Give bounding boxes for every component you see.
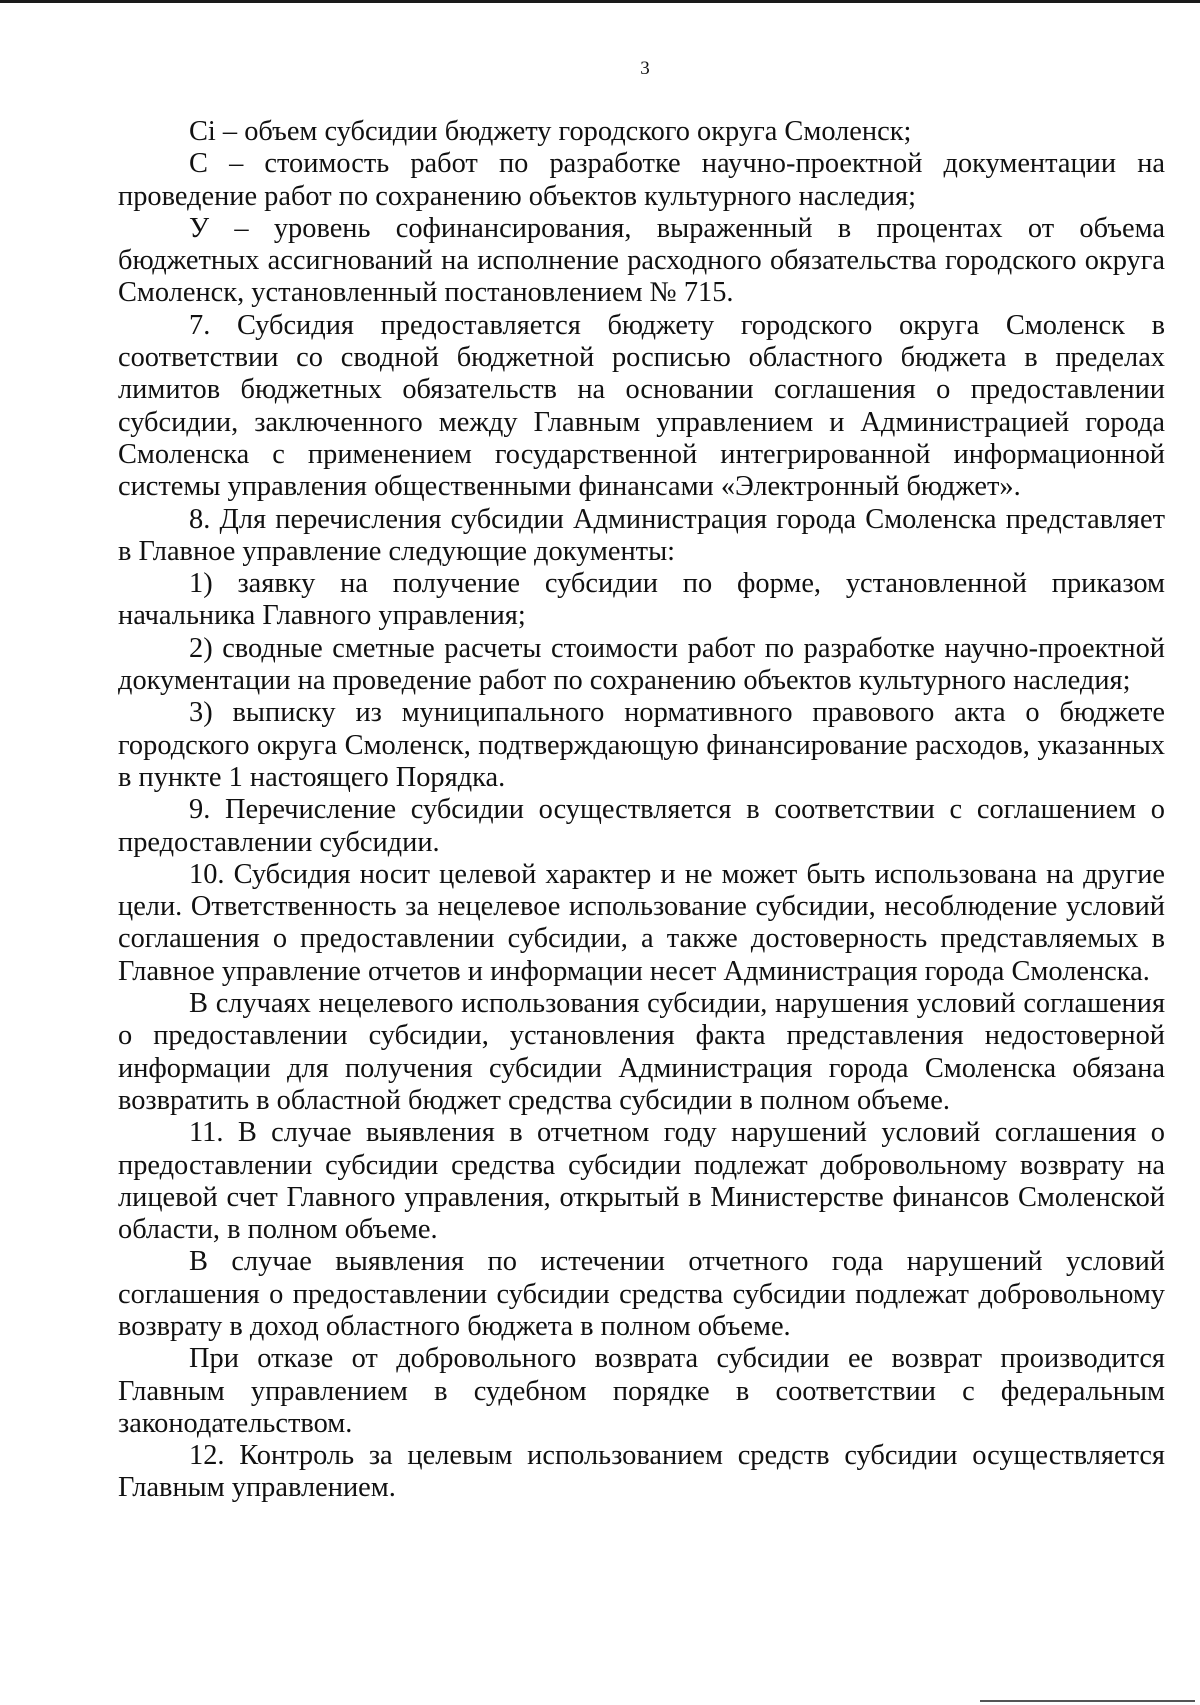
paragraph-c-definition: С – стоимость работ по разработке научно-проектной документации на проведение работ по сохранению объектов культурного наследия; (118, 148, 1165, 212)
paragraph-item-11-after-year: В случае выявления по истечении отчетного года нарушений условий соглашения о предоставлении субсидии средства субсидии подлежат добровольному возврату в доход областного бюджета в полном объеме. (118, 1246, 1165, 1342)
paragraph-item-8: 8. Для перечисления субсидии Администрация города Смоленска представляет в Главное управление следующие документы: (118, 503, 1165, 567)
paragraph-subitem-1: 1) заявку на получение субсидии по форме, установленной приказом начальника Главного управления; (118, 568, 1165, 632)
paragraph-item-10-refund: В случаях нецелевого использования субсидии, нарушения условий соглашения о предоставлении субсидии, установления факта представления недостоверной информации для получения субсидии Администрация города Смоленска обязана возвратить в областной бюджет средства субсидии в полном объеме. (118, 988, 1165, 1116)
paragraph-ci-definition: Ci – объем субсидии бюджету городского округа Смоленск; (189, 116, 912, 147)
paragraph-item-9: 9. Перечисление субсидии осуществляется в соответствии с соглашением о предоставлении субсидии. (118, 794, 1165, 858)
paragraph-item-12: 12. Контроль за целевым использованием средств субсидии осуществляется Главным управлением. (118, 1440, 1165, 1504)
paragraph-item-11: 11. В случае выявления в отчетном году нарушений условий соглашения о предоставлении субсидии средства субсидии подлежат добровольному возврату на лицевой счет Главного управления, открытый в Министерстве финансов Смоленской области, в полном объеме. (118, 1117, 1165, 1246)
document-body (118, 116, 1165, 1505)
paragraph-subitem-3: 3) выписку из муниципального нормативного правового акта о бюджете городского округа Смоленск, подтверждающую финансирование расходов, указанных в пункте 1 настоящего Порядка. (118, 697, 1165, 793)
paragraph-item-10: 10. Субсидия носит целевой характер и не может быть использована на другие цели. Ответственность за нецелевое использование субсидии, несоблюдение условий соглашения о предоставлении субсидии, а также достоверность представляемых в Главное управление отчетов и информации несет Администрация города Смоленска. (118, 858, 1165, 987)
page-number: 3 (640, 58, 650, 79)
paragraph-subitem-2: 2) сводные сметные расчеты стоимости работ по разработке научно-проектной документации на проведение работ по сохранению объектов культурного наследия; (118, 632, 1165, 697)
scan-edge-bottom (980, 1700, 1195, 1702)
paragraph-item-11-court: При отказе от добровольного возврата субсидии ее возврат производится Главным управлением в судебном порядке в соответствии с федеральным законодательством. (118, 1343, 1165, 1439)
paragraph-item-7: 7. Субсидия предоставляется бюджету городского округа Смоленск в соответствии со сводной бюджетной росписью областного бюджета в пределах лимитов бюджетных обязательств на основании соглашения о предоставлении субсидии, заключенного между Главным управлением и Администрацией города Смоленска с применением государственной интегрированной информационной системы управления общественными финансами «Электронный бюджет». (118, 309, 1165, 503)
scan-edge-top (0, 0, 1200, 3)
paragraph-u-definition: У – уровень софинансирования, выраженный в процентах от объема бюджетных ассигнований на исполнение расходного обязательства городского округа Смоленск, установленный постановлением № 715. (118, 212, 1165, 309)
